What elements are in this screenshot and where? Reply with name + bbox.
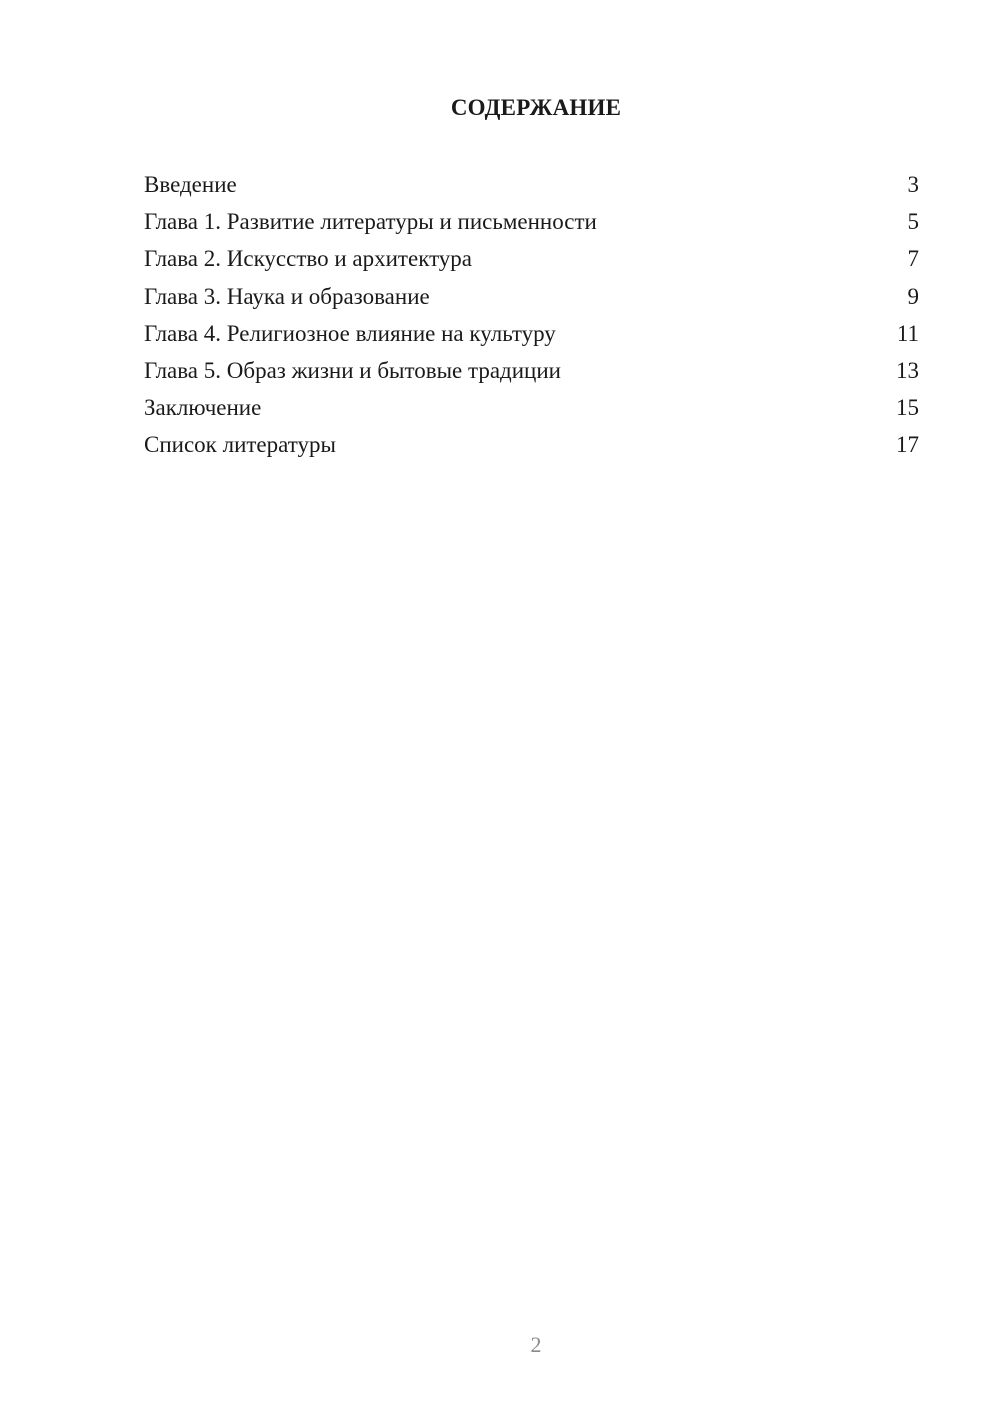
toc-entry-label: Список литературы: [144, 432, 336, 458]
toc-entry-label: Глава 1. Развитие литературы и письменности: [144, 209, 597, 235]
toc-entry-label: Заключение: [144, 395, 262, 421]
page-number: 2: [530, 1332, 542, 1357]
toc-entry-page: 7: [907, 246, 919, 272]
toc-entry-label: Глава 4. Религиозное влияние на культуру: [144, 320, 556, 346]
toc-entry-page: 5: [907, 209, 919, 235]
toc-entry-label: Глава 2. Искусство и архитектура: [144, 246, 473, 272]
toc-entry-page: 11: [896, 320, 919, 346]
toc-entry-bibliography: [144, 428, 919, 465]
toc-entry-chapter-1: [144, 205, 919, 242]
toc-entry-chapter-3: [144, 280, 919, 317]
toc-entry-label: Введение: [144, 172, 237, 197]
toc-entry-label: Глава 3. Наука и образование: [144, 283, 430, 309]
toc-entry-label: Глава 5. Образ жизни и бытовые традиции: [144, 357, 561, 383]
toc-entry-page: 13: [896, 357, 919, 383]
toc-entry-introduction: [144, 168, 919, 205]
toc-entry-chapter-2: [144, 242, 919, 279]
toc-entry-page: 17: [896, 432, 919, 458]
toc-entry-chapter-4: [144, 317, 919, 354]
toc-entry-page: 3: [907, 172, 919, 197]
toc-entry-page: 15: [896, 395, 919, 421]
toc-entry-page: 9: [907, 283, 919, 309]
toc-entry-chapter-5: [144, 354, 919, 391]
page-title: СОДЕРЖАНИЕ: [450, 95, 622, 120]
toc-entry-conclusion: [144, 391, 919, 428]
table-of-contents: [144, 168, 919, 466]
